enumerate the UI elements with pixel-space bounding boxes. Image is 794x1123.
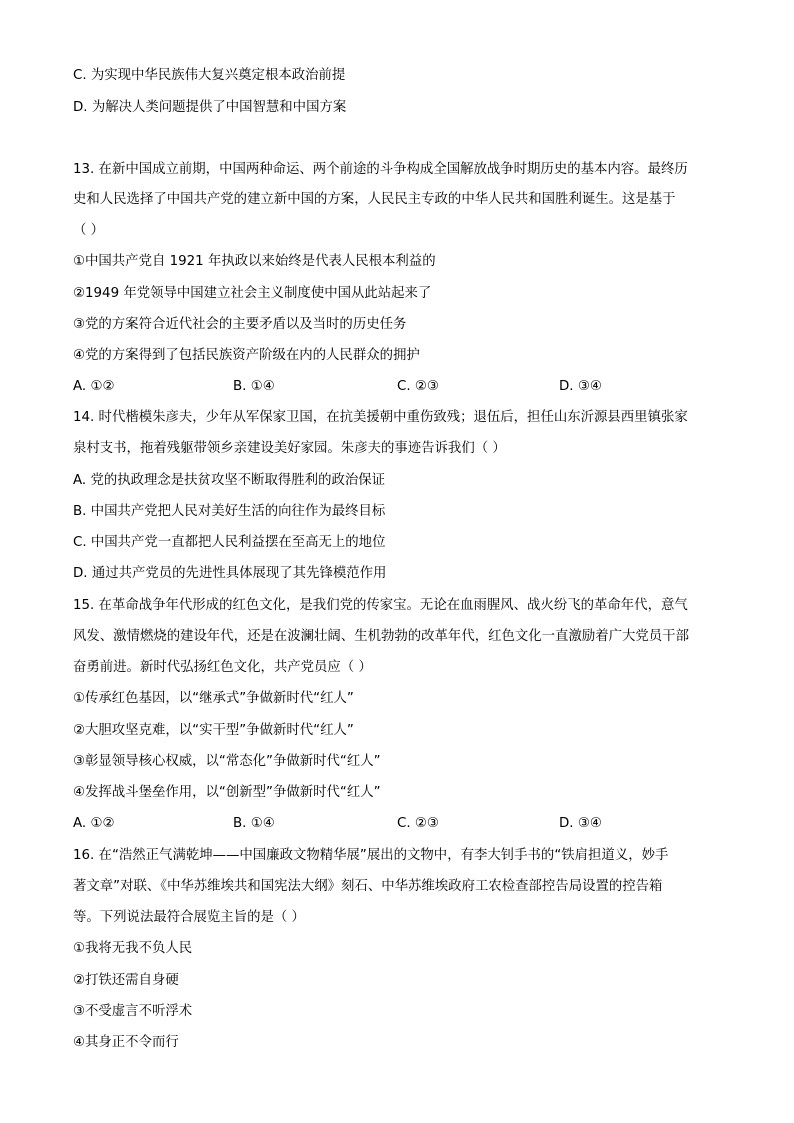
q15-stem-line-2: 风发、激情燃烧的建设年代，还是在波澜壮阔、生机勃勃的改革年代，红色文化一直激励着广大党员干部 bbox=[73, 629, 689, 644]
q16-stem-line-1: 16. 在“浩然正气满乾坤——中国廉政文物精华展”展出的文物中，有李大钊手书的“铁肩担道义，妙手 bbox=[73, 848, 669, 863]
q16-item-4: ④其身正不令而行 bbox=[73, 1035, 179, 1050]
q16-item-1: ①我将无我不负人民 bbox=[73, 941, 193, 956]
q15-stem-line-1: 15. 在革命战争年代形成的红色文化，是我们党的传家宝。无论在血雨腥风、战火纷飞的革命年代，意气 bbox=[73, 598, 688, 613]
q13-option-d: D. ③④ bbox=[559, 379, 602, 394]
q16-item-3: ③不受虚言不听浮术 bbox=[73, 1004, 193, 1019]
q16-stem-line-3: 等。下列说法最符合展览主旨的是（ ） bbox=[73, 910, 305, 925]
q13-option-a: A. ①② bbox=[73, 379, 115, 394]
q12-option-d: D. 为解决人类问题提供了中国智慧和中国方案 bbox=[73, 100, 347, 115]
q15-stem-line-3: 奋勇前进。新时代弘扬红色文化，共产党员应（ ） bbox=[73, 660, 372, 675]
q15-option-b: B. ①④ bbox=[233, 816, 275, 831]
q14-option-d: D. 通过共产党员的先进性具体展现了其先锋模范作用 bbox=[73, 566, 387, 581]
q13-stem-line-3: （ ） bbox=[73, 223, 105, 238]
q14-option-c: C. 中国共产党一直都把人民利益摆在至高无上的地位 bbox=[73, 535, 386, 550]
q15-option-c: C. ②③ bbox=[397, 816, 439, 831]
q13-item-4: ④党的方案得到了包括民族资产阶级在内的人民群众的拥护 bbox=[73, 348, 420, 363]
q13-option-c: C. ②③ bbox=[397, 379, 439, 394]
q14-stem-line-2: 泉村支书，拖着残躯带领乡亲建设美好家园。朱彦夫的事迹告诉我们（ ） bbox=[73, 441, 506, 456]
q13-item-2: ②1949 年党领导中国建立社会主义制度使中国从此站起来了 bbox=[73, 286, 432, 301]
q14-option-a: A. 党的执政理念是扶贫攻坚不断取得胜利的政治保证 bbox=[73, 473, 386, 488]
q15-option-d: D. ③④ bbox=[559, 816, 602, 831]
q15-option-a: A. ①② bbox=[73, 816, 115, 831]
q13-item-1: ①中国共产党自 1921 年执政以来始终是代表人民根本利益的 bbox=[73, 254, 436, 269]
q14-stem-line-1: 14. 时代楷模朱彦夫，少年从军保家卫国，在抗美援朝中重伤致残；退伍后，担任山东沂源县西里镇张家 bbox=[73, 410, 688, 425]
q15-item-3: ③彰显领导核心权威，以“常态化”争做新时代“红人” bbox=[73, 754, 381, 769]
q16-stem-line-2: 著文章”对联、《中华苏维埃共和国宪法大纲》刻石、中华苏维埃政府工农检查部控告局设置的控告箱 bbox=[73, 879, 663, 894]
q13-stem-line-2: 史和人民选择了中国共产党的建立新中国的方案，人民民主专政的中华人民共和国胜利诞生。这是基于 bbox=[73, 192, 676, 207]
q16-item-2: ②打铁还需自身硬 bbox=[73, 973, 179, 988]
q15-item-1: ①传承红色基因，以“继承式”争做新时代“红人” bbox=[73, 691, 354, 706]
q12-option-c: C. 为实现中华民族伟大复兴奠定根本政治前提 bbox=[73, 68, 346, 83]
q13-item-3: ③党的方案符合近代社会的主要矛盾以及当时的历史任务 bbox=[73, 317, 407, 332]
q14-option-b: B. 中国共产党把人民对美好生活的向往作为最终目标 bbox=[73, 504, 386, 519]
q15-item-4: ④发挥战斗堡垒作用，以“创新型”争做新时代“红人” bbox=[73, 785, 381, 800]
q15-item-2: ②大胆攻坚克难，以“实干型”争做新时代“红人” bbox=[73, 723, 354, 738]
q13-option-b: B. ①④ bbox=[233, 379, 275, 394]
q13-stem-line-1: 13. 在新中国成立前期，中国两种命运、两个前途的斗争构成全国解放战争时期历史的基本内容。最终历 bbox=[73, 162, 688, 177]
